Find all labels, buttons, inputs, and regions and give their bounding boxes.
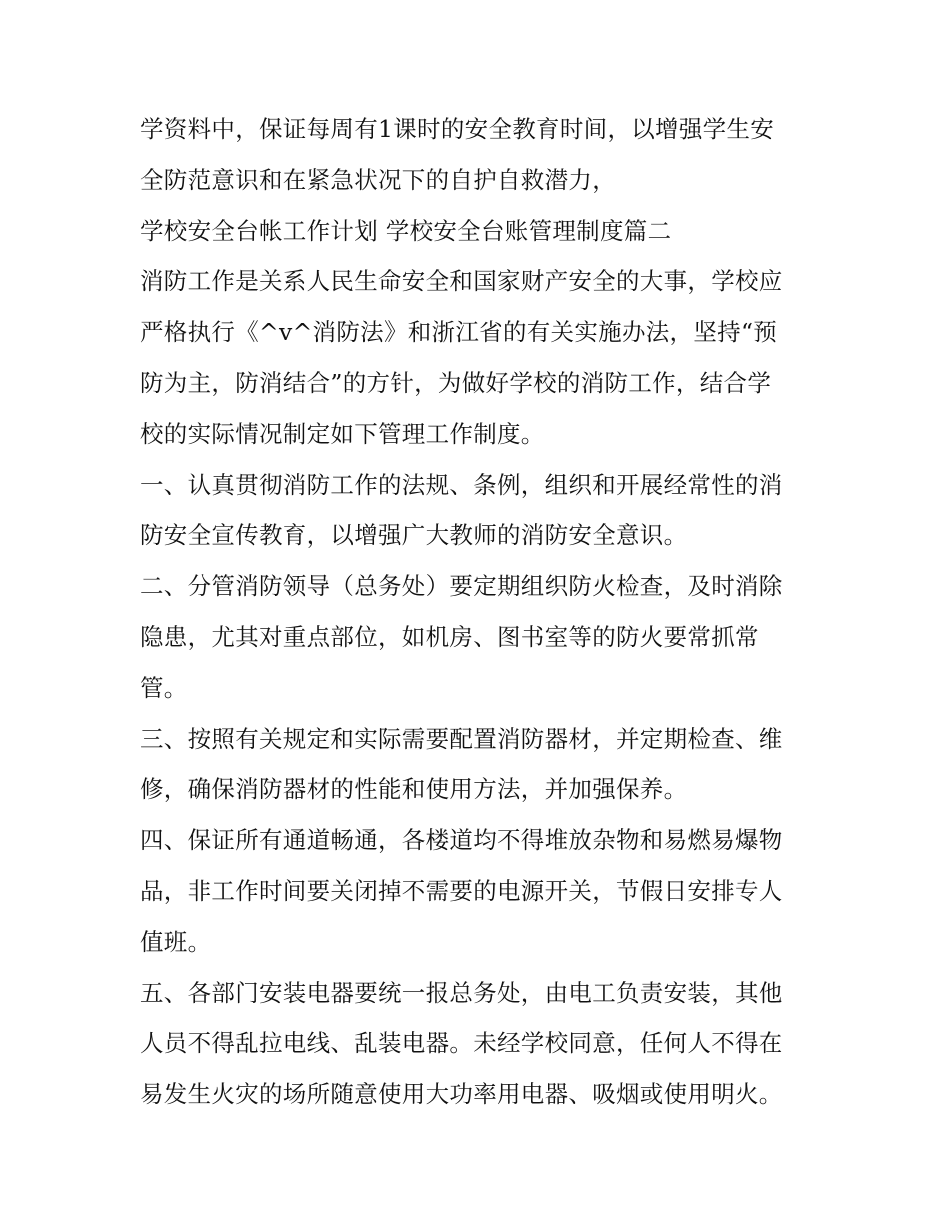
text-line: 管。 [140, 673, 188, 702]
text-line: 全防范意识和在紧急状况下的自护自救潜力， [140, 165, 616, 194]
text-line: 值班。 [140, 927, 212, 956]
text-line: 一、认真贯彻消防工作的法规、条例，组织和开展经常性的消 [140, 470, 783, 499]
text-line: 校的实际情况制定如下管理工作制度。 [140, 419, 545, 448]
section-heading: 学校安全台帐工作计划 学校安全台账管理制度篇二 [140, 216, 672, 245]
text-line: 修，确保消防器材的性能和使用方法，并加强保养。 [140, 775, 688, 804]
text-line: 易发生火灾的场所随意使用大功率用电器、吸烟或使用明火。 [140, 1080, 783, 1109]
text-line: 人员不得乱拉电线、乱装电器。未经学校同意，任何人不得在 [140, 1029, 783, 1058]
text-line: 严格执行《^v^消防法》和浙江省的有关实施办法，坚持“预 [140, 318, 778, 347]
text-line: 防安全宣传教育，以增强广大教师的消防安全意识。 [140, 521, 688, 550]
text-line: 五、各部门安装电器要统一报总务处，由电工负责安装，其他 [140, 978, 783, 1007]
text-line: 隐患，尤其对重点部位，如机房、图书室等的防火要常抓常 [140, 622, 759, 651]
text-line: 四、保证所有通道畅通，各楼道均不得堆放杂物和易燃易爆物 [140, 826, 783, 855]
document-body [140, 104, 820, 1120]
text-line: 品，非工作时间要关闭掉不需要的电源开关，节假日安排专人 [140, 876, 783, 905]
text-line: 防为主，防消结合”的方针，为做好学校的消防工作，结合学 [140, 368, 772, 397]
text-line: 三、按照有关规定和实际需要配置消防器材，并定期检查、维 [140, 724, 783, 753]
text-line: 学资料中，保证每周有1课时的安全教育时间，以增强学生安 [140, 115, 775, 143]
text-line: 消防工作是关系人民生命安全和国家财产安全的大事，学校应 [140, 267, 783, 296]
text-line: 二、分管消防领导（总务处）要定期组织防火检查，及时消除 [140, 572, 783, 601]
